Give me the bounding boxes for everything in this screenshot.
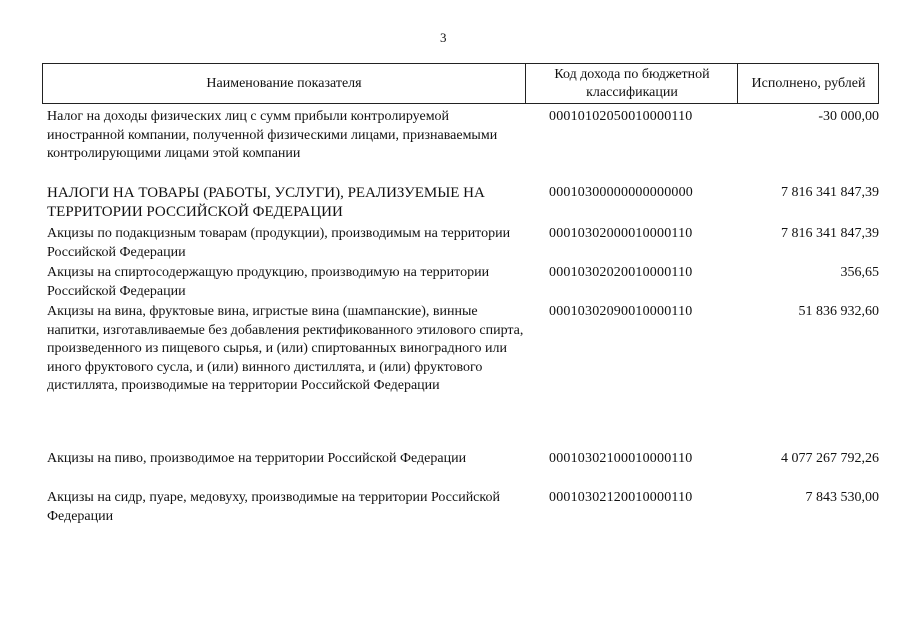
row-code: 00010302020010000110: [549, 265, 693, 280]
header-executed: Исполнено, рублей: [737, 64, 879, 103]
row-amount: 356,65: [840, 265, 879, 280]
header-code: Код дохода по бюджетной классификации: [525, 64, 738, 103]
row-name: Акцизы на спиртосодержащую продукцию, производимую на территории Российской Федерации: [47, 265, 490, 299]
row-amount: 51 836 932,60: [798, 304, 879, 319]
row-code: 00010302090010000110: [549, 304, 693, 319]
row-amount: -30 000,00: [818, 109, 879, 124]
row-code: 00010102050010000110: [549, 109, 693, 124]
table-header: [42, 63, 879, 104]
row-code: 00010302120010000110: [549, 490, 693, 505]
row-amount: 7 816 341 847,39: [781, 185, 879, 200]
row-name: Акцизы на сидр, пуаре, медовуху, производимые на территории Российской Федерации: [47, 490, 500, 524]
row-name: Акцизы на пиво, производимое на территории Российской Федерации: [47, 451, 467, 466]
row-amount: 7 843 530,00: [805, 490, 879, 505]
row-amount: 7 816 341 847,39: [781, 226, 879, 241]
row-name: Акцизы по подакцизным товарам (продукции), производимым на территории Российской Федерации: [47, 226, 511, 260]
row-code: 00010302100010000110: [549, 451, 693, 466]
row-code: 00010302000010000110: [549, 226, 693, 241]
page-number: 3: [440, 30, 447, 45]
row-name: Налог на доходы физических лиц с сумм прибыли контролируемой иностранной компании, полученной физическими лицами, признаваемыми контролирующими лицами этой компании: [47, 109, 498, 161]
row-name: НАЛОГИ НА ТОВАРЫ (РАБОТЫ, УСЛУГИ), РЕАЛИЗУЕМЫЕ НА ТЕРРИТОРИИ РОССИЙСКОЙ ФЕДЕРАЦИИ: [47, 185, 485, 220]
header-name: Наименование показателя: [206, 75, 362, 91]
row-code: 00010300000000000000: [549, 185, 693, 200]
row-name: Акцизы на вина, фруктовые вина, игристые вина (шампанские), винные напитки, изготавливаемые без добавления ректификованного этилового спирта, произведенного из пищевого сырья, и (или) спиртованных виноградного или иного фруктового сусла, и (или) винного дистиллята, и (или) фруктового дистиллята, производимые на территории Российской Федерации: [47, 304, 524, 393]
row-amount: 4 077 267 792,26: [781, 451, 879, 466]
